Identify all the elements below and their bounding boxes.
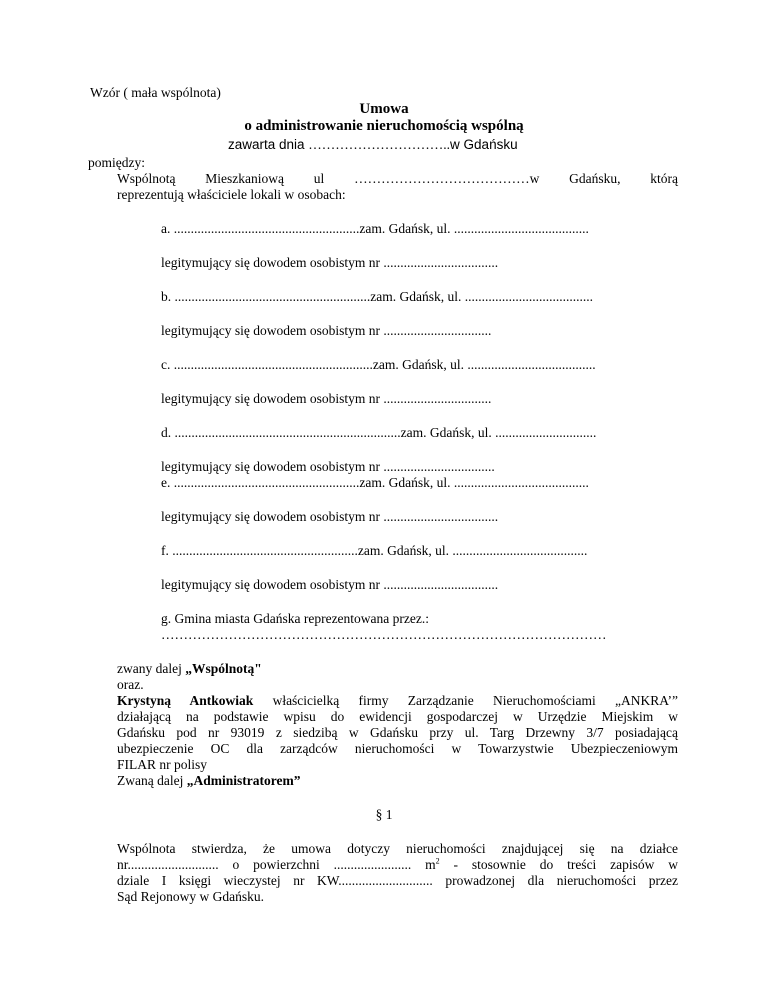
owner-id-row: legitymujący się dowodem osobistym nr .................................. (161, 255, 499, 270)
owner-row: c. ...........................................................zam. Gdańsk, ul. ...................................... (161, 357, 596, 372)
section-line-2 (117, 857, 678, 873)
owner-id-row: legitymujący się dowodem osobistym nr .................................. (161, 577, 499, 592)
owner-row: a. .......................................................zam. Gdańsk, ul. ........................................ (161, 221, 589, 236)
owner-id-row: legitymujący się dowodem osobistym nr .................................. (161, 509, 499, 524)
plot-area-text: nr........................... o powierzchni ....................... m (117, 857, 436, 872)
alias-name: „Administratorem” (186, 773, 301, 788)
administrator-line-4: ubezpieczenie OC dla zarządców nieruchomości w Towarzystwie Ubezpieczeniowym (117, 741, 678, 756)
template-label: Wzór ( mała wspólnota) (90, 85, 221, 100)
alias-name: „Wspólnotą" (185, 661, 262, 676)
community-line-1: Wspólnotą Mieszkaniową ul …………………………………w Gdańsku, którą (117, 171, 678, 186)
between-label: pomiędzy: (88, 155, 145, 170)
section-line-1: Wspólnota stwierdza, że umowa dotyczy nieruchomości znajdującej się na działce (117, 841, 678, 856)
owner-id-row: legitymujący się dowodem osobistym nr ................................ (161, 391, 492, 406)
document-title: Umowa (359, 101, 409, 117)
alias-prefix: Zwaną dalej (117, 773, 187, 788)
owner-row: b. ..........................................................zam. Gdańsk, ul. ...................................... (161, 289, 593, 304)
concluded-place: w Gdańsku (450, 137, 518, 152)
square-superscript: 2 (435, 856, 440, 866)
owner-row: e. .......................................................zam. Gdańsk, ul. ........................................ (161, 475, 589, 490)
concluded-dots: ………………………….. (308, 137, 451, 152)
administrator-alias (117, 773, 300, 789)
owner-id-row: legitymujący się dowodem osobistym nr ................................ (161, 323, 492, 338)
administrator-company: właścicielką firmy Zarządzanie Nieruchomościami „ANKRA’” (253, 693, 678, 708)
administrator-name: Krystyną Antkowiak (117, 693, 254, 708)
and-label: oraz. (117, 677, 144, 692)
administrator-line-2: działającą na podstawie wpisu do ewidencji gospodarczej w Urzędzie Miejskim w (117, 709, 678, 724)
administrator-line-3: Gdańsku pod nr 93019 z siedzibą w Gdańsku przy ul. Targ Drzewny 3/7 posiadającą (117, 725, 678, 740)
administrator-line-1 (117, 693, 678, 709)
section-line-4: Sąd Rejonowy w Gdańsku. (117, 889, 264, 904)
section-line-3: dziale I księgi wieczystej nr KW............................ prowadzonej dla nieruchomości przez (117, 873, 678, 888)
municipality-dots: ……………………………………………………………………………………… (161, 627, 607, 642)
owner-row: d. ...................................................................zam. Gdańsk, ul. .............................. (161, 425, 597, 440)
document-subtitle: o administrowanie nieruchomością wspólną (244, 118, 524, 134)
community-line-2: reprezentują właściciele lokali w osobach: (117, 187, 346, 202)
municipality-label: g. Gmina miasta Gdańska reprezentowana przez.: (161, 611, 430, 626)
owner-id-row: legitymujący się dowodem osobistym nr ................................. (161, 459, 495, 474)
owner-row: f. .......................................................zam. Gdańsk, ul. ........................................ (161, 543, 588, 558)
section-heading: § 1 (375, 807, 393, 822)
concluded-line (228, 137, 518, 153)
alias-prefix: zwany dalej (117, 661, 186, 676)
administrator-line-5: FILAR nr polisy (117, 757, 208, 772)
community-alias (117, 661, 262, 677)
plot-area-text-end: - stosownie do treści zapisów w (439, 857, 679, 872)
concluded-prefix: zawarta dnia (228, 137, 309, 152)
